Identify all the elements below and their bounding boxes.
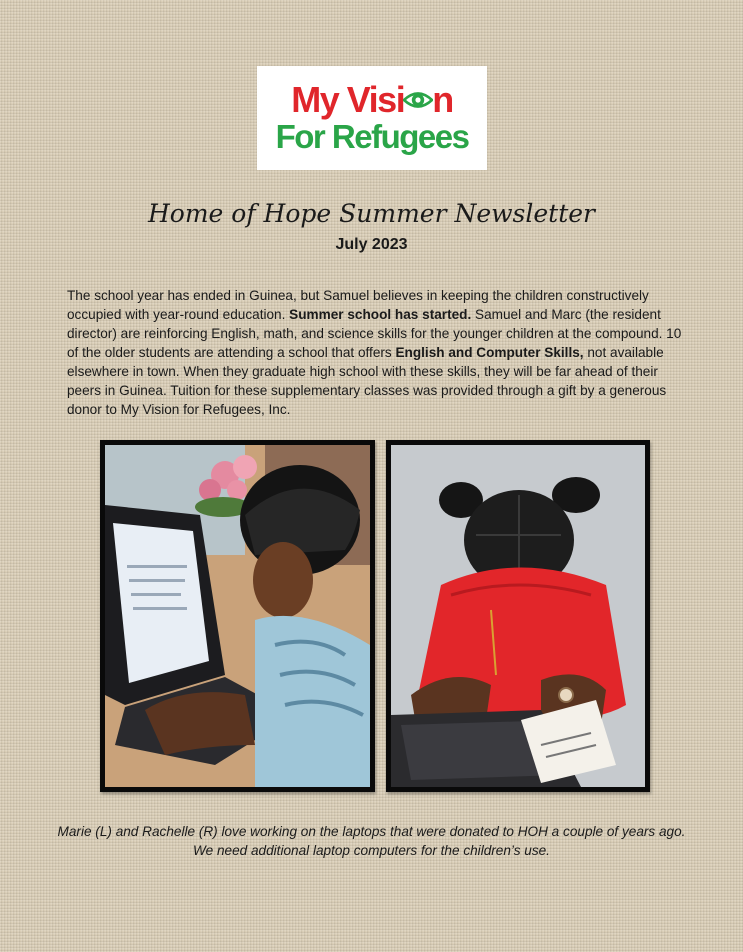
article-paragraph [67,286,687,419]
photo-rachelle [386,440,650,792]
photo-caption [0,822,743,860]
logo-text-n: n [432,79,453,120]
article-text-2: Samuel and Marc (the resident director) are reinforcing English, math, and science skills for the younger children at the compound. 10 of the older students are attending a school that offers [67,307,682,360]
photo-caption-line-1: Marie (L) and Rachelle (R) love working on the laptops that were donated to HOH a couple of years ago. [57,824,686,839]
article-highlight-english-computer: English and Computer Skills, [395,345,584,360]
article-text-3: not available elsewhere in town. When they graduate high school with these skills, they will be far ahead of their peers in Guinea. Tuition for these supplementary classes was provided through a gift by a generous donor to My Vision for Refugees, Inc. [67,345,667,417]
photo-marie [100,440,375,792]
photo-caption-line-2: We need additional laptop computers for the children’s use. [193,843,550,858]
newsletter-date: July 2023 [335,236,408,253]
photo-marie-illustration [105,445,370,787]
logo-text-my-visi: My Visi [291,79,405,120]
logo-line-2: For Refugees [275,118,469,155]
photo-rachelle-illustration [391,445,645,787]
eye-icon [403,89,433,111]
newsletter-title: Home of Hope Summer Newsletter [147,199,595,228]
article-highlight-summer-school: Summer school has started. [289,307,472,322]
organization-logo [257,66,487,170]
logo-line-1 [291,81,452,119]
article-text-1: The school year has ended in Guinea, but Samuel believes in keeping the children constructively occupied with year-round education. [67,288,649,322]
